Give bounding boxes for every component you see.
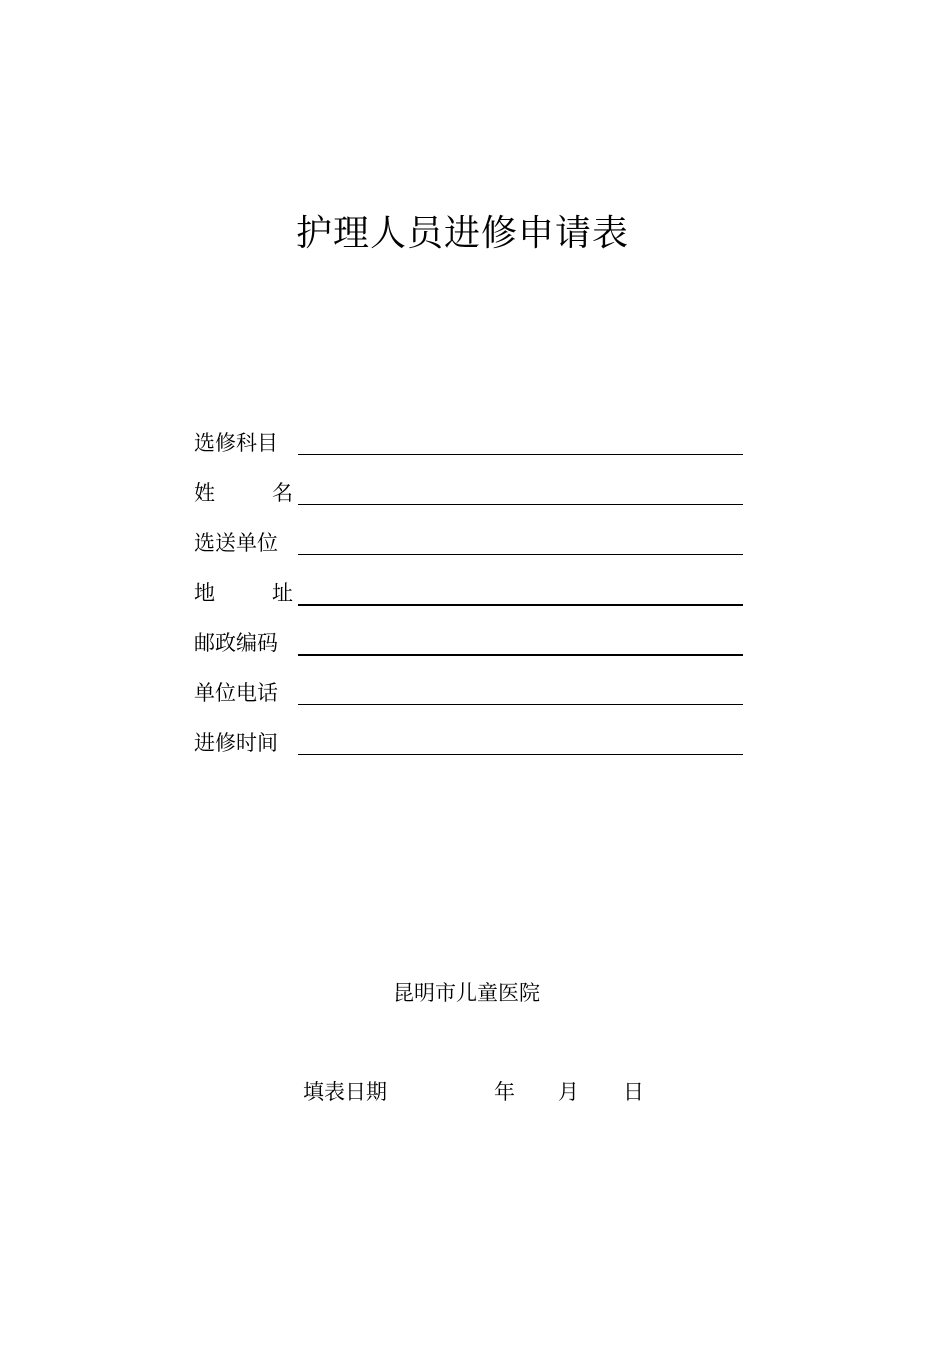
unit-field[interactable] — [298, 554, 743, 555]
address-label — [194, 578, 293, 608]
period-field[interactable] — [298, 754, 743, 755]
address-label-char-2: 址 — [272, 581, 293, 605]
name-label — [194, 478, 293, 508]
form-row-address — [194, 574, 744, 624]
postcode-field[interactable] — [298, 654, 743, 656]
year-label: 年 — [494, 1080, 515, 1104]
form-row-phone — [194, 674, 744, 724]
fill-date-row — [0, 1077, 950, 1107]
month-label: 月 — [558, 1080, 579, 1104]
postcode-label: 邮政编码 — [194, 631, 278, 655]
organization-name: 昆明市儿童医院 — [393, 981, 540, 1005]
name-label-char-1: 姓 — [194, 481, 215, 505]
form-row-subject — [194, 424, 744, 474]
name-field[interactable] — [298, 504, 743, 505]
application-form — [194, 424, 744, 774]
fill-date-label: 填表日期 — [303, 1080, 387, 1104]
form-row-name — [194, 474, 744, 524]
form-row-postcode — [194, 624, 744, 674]
day-label: 日 — [623, 1080, 644, 1104]
phone-label: 单位电话 — [194, 681, 278, 705]
page-title: 护理人员进修申请表 — [295, 213, 629, 254]
unit-label: 选送单位 — [194, 531, 278, 555]
period-label: 进修时间 — [194, 731, 278, 755]
form-row-unit — [194, 524, 744, 574]
subject-field[interactable] — [298, 454, 743, 455]
address-label-char-1: 地 — [194, 581, 215, 605]
form-row-period — [194, 724, 744, 774]
phone-field[interactable] — [298, 704, 743, 705]
address-field[interactable] — [298, 604, 743, 606]
name-label-char-2: 名 — [272, 481, 293, 505]
subject-label: 选修科目 — [194, 431, 278, 455]
